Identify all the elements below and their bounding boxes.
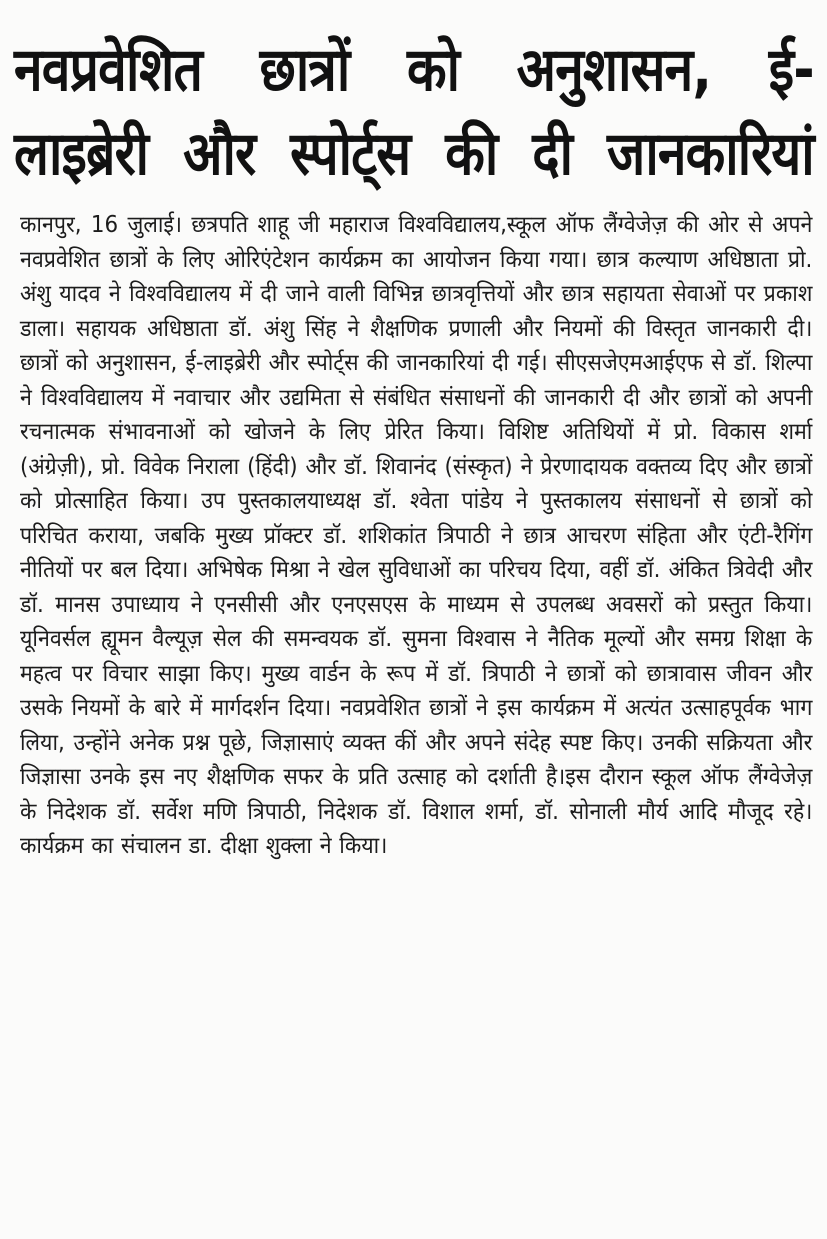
headline <box>14 28 814 196</box>
article-body-text: कानपुर, 16 जुलाई। छत्रपति शाहू जी महाराज विश्वविद्यालय,स्कूल ऑफ लैंग्वेजेज़ की ओर से अपने नवप्रवेशित छात्रों के लिए ओरिएंटेशन कार्यक्रम का आयोजन किया गया। छात्र कल्याण अधिष्ठाता प्रो. अंशु यादव ने विश्वविद्यालय में दी जाने वाली विभिन्न छात्रवृत्तियों और छात्र सहायता सेवाओं पर प्रकाश डाला। सहायक अधिष्ठाता डॉ. अंशु सिंह ने शैक्षणिक प्रणाली और नियमों की विस्तृत जानकारी दी। छात्रों को अनुशासन, ई-लाइब्रेरी और स्पोर्ट्स की जानकारियां दी गई। सीएसजेएमआईएफ से डॉ. शिल्पा ने विश्वविद्यालय में नवाचार और उद्यमिता से संबंधित संसाधनों की जानकारी दी और छात्रों को अपनी रचनात्मक संभावनाओं को खोजने के लिए प्रेरित किया। विशिष्ट अतिथियों में प्रो. विकास शर्मा (अंग्रेज़ी), प्रो. विवेक निराला (हिंदी) और डॉ. शिवानंद (संस्कृत) ने प्रेरणादायक वक्तव्य दिए और छात्रों को प्रोत्साहित किया। उप पुस्तकालयाध्यक्ष डॉ. श्वेता पांडेय ने पुस्तकालय संसाधनों से छात्रों को परिचित कराया, जबकि मुख्य प्रॉक्टर डॉ. शशिकांत त्रिपाठी ने छात्र आचरण संहिता और एंटी-रैगिंग नीतियों पर बल दिया। अभिषेक मिश्रा ने खेल सुविधाओं का परिचय दिया, वहीं डॉ. अंकित त्रिवेदी और डॉ. मानस उपाध्याय ने एनसीसी और एनएसएस के माध्यम से उपलब्ध अवसरों को प्रस्तुत किया। यूनिवर्सल ह्यूमन वैल्यूज़ सेल की समन्वयक डॉ. सुमना विश्वास ने नैतिक मूल्यों और समग्र शिक्षा के महत्व पर विचार साझा किए। मुख्य वार्डन के रूप में डॉ. त्रिपाठी ने छात्रों को छात्रावास जीवन और उसके नियमों के बारे में मार्गदर्शन दिया। नवप्रवेशित छात्रों ने इस कार्यक्रम में अत्यंत उत्साहपूर्वक भाग लिया, उन्होंने अनेक प्रश्न पूछे, जिज्ञासाएं व्यक्त कीं और अपने संदेह स्पष्ट किए। उनकी सक्रियता और जिज्ञासा उनके इस नए शैक्षणिक सफर के प्रति उत्साह को दर्शाती है।इस दौरान स्कूल ऑफ लैंग्वेजेज़ के निदेशक डॉ. सर्वेश मणि त्रिपाठी, निदेशक डॉ. विशाल शर्मा, डॉ. सोनाली मौर्य आदि मौजूद रहे। कार्यक्रम का संचालन डा. दीक्षा शुक्ला ने किया। <box>20 212 813 859</box>
headline-line-2: लाइब्रेरी और स्पोर्ट्स की दी जानकारियां <box>14 119 814 189</box>
headline-line-1: नवप्रवेशित छात्रों को अनुशासन, ई- <box>14 35 814 105</box>
article-body <box>20 208 813 864</box>
